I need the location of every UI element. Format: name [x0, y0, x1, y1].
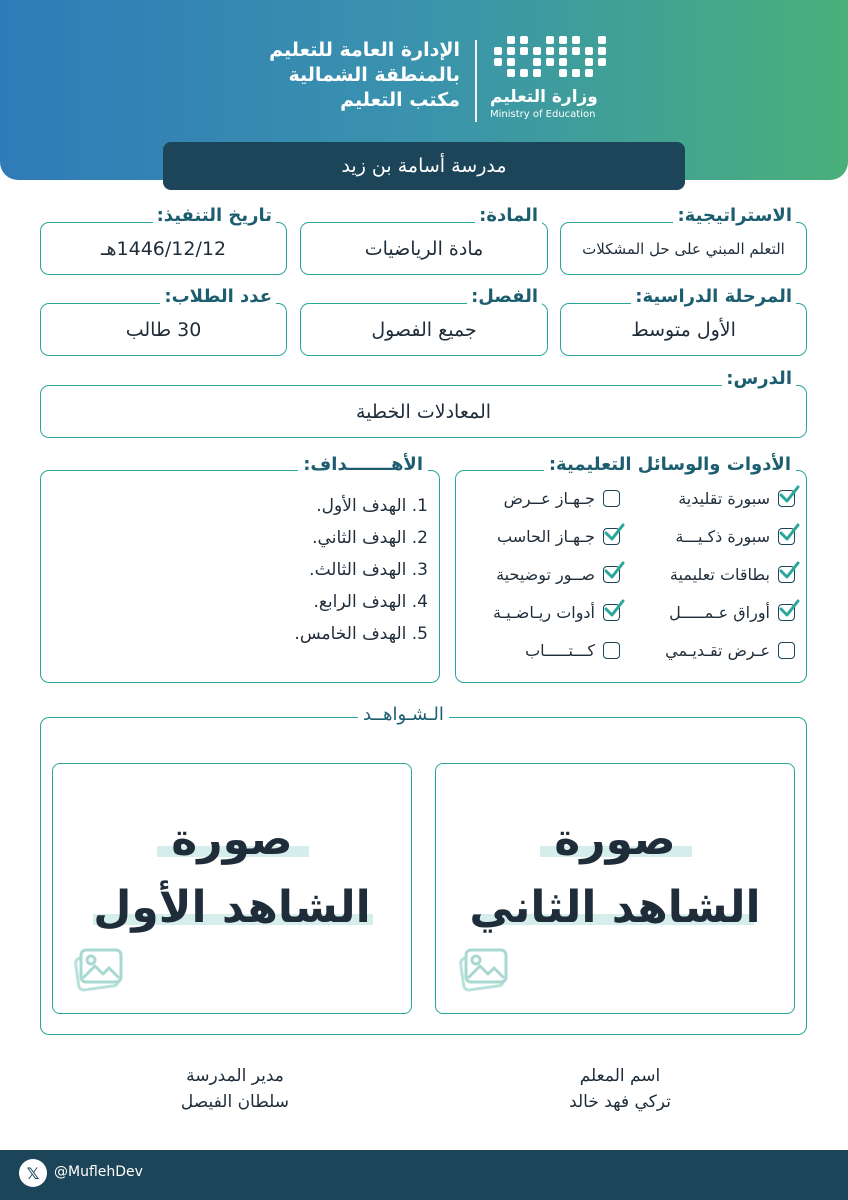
subject-value: مادة الرياضيات: [364, 237, 484, 260]
dept-line-2: بالمنطقة الشمالية: [288, 64, 460, 86]
strategy-field: [560, 222, 807, 275]
tool-label: أوراق عـمـــــل: [669, 603, 770, 622]
ministry-name-en: Ministry of Education: [490, 109, 596, 120]
tool-item[interactable]: [525, 641, 620, 660]
goal-item-2: 2. الهدف الثاني.: [312, 528, 428, 548]
evidence-card-first: [52, 763, 412, 1014]
ministry-name-ar: وزارة التعليم: [490, 87, 598, 107]
class-field: [300, 303, 548, 356]
checkbox-icon[interactable]: [603, 490, 620, 507]
department-name: [269, 38, 460, 113]
lesson-label: الدرس:: [722, 368, 796, 389]
principal-name: سلطان الفيصل: [180, 1092, 290, 1112]
principal-signature: [155, 1066, 315, 1112]
checkbox-icon[interactable]: [778, 642, 795, 659]
x-logo-icon[interactable]: 𝕏: [19, 1159, 47, 1187]
stage-field: [560, 303, 807, 356]
checked-checkbox-icon[interactable]: [778, 604, 795, 621]
school-name: مدرسة أسامة بن زيد: [341, 155, 507, 177]
school-name-bar: [163, 142, 685, 190]
goal-item-1: 1. الهدف الأول.: [316, 496, 428, 516]
tool-label: صــور توضيحية: [496, 565, 595, 584]
checked-checkbox-icon[interactable]: [603, 604, 620, 621]
stage-label: المرحلة الدراسية:: [631, 286, 796, 307]
tool-item[interactable]: [493, 603, 620, 622]
teacher-name: تركي فهد خالد: [569, 1092, 671, 1112]
students-label: عدد الطلاب:: [160, 286, 276, 307]
stage-value: الأول متوسط: [631, 318, 736, 341]
image-placeholder-icon: [69, 946, 127, 994]
checked-checkbox-icon[interactable]: [603, 528, 620, 545]
tools-label: الأدوات والوسائل التعليمية:: [544, 454, 796, 475]
page-footer: [0, 1150, 848, 1200]
tool-item[interactable]: [675, 527, 795, 546]
evidence-first-line2: الشاهد الأول: [93, 882, 371, 933]
image-placeholder-icon: [454, 946, 512, 994]
lesson-value: المعادلات الخطية: [355, 400, 492, 423]
ministry-dots-icon: [494, 36, 610, 77]
goals-list: [60, 496, 428, 666]
tool-label: كـــتـــــاب: [525, 641, 595, 660]
checkbox-icon[interactable]: [603, 642, 620, 659]
evidence-first-line1: صورة: [171, 814, 293, 865]
date-field: [40, 222, 287, 275]
checked-checkbox-icon[interactable]: [778, 566, 795, 583]
students-value: 30 طالب: [125, 318, 202, 341]
ministry-logo: [490, 36, 610, 126]
goal-item-5: 5. الهدف الخامس.: [294, 624, 428, 644]
goals-label: الأهـــــــداف:: [298, 454, 428, 475]
tool-label: سبورة ذكـيـــة: [675, 527, 770, 546]
strategy-label: الاستراتيجية:: [673, 205, 796, 226]
subject-label: المادة:: [475, 205, 542, 226]
tool-item[interactable]: [669, 603, 795, 622]
tool-label: عـرض تقـديـمي: [665, 641, 770, 660]
tool-item[interactable]: [665, 641, 795, 660]
tool-label: جـهـاز الحاسب: [497, 527, 595, 546]
tool-label: أدوات ريـاضـيـة: [493, 603, 595, 622]
tool-item[interactable]: [504, 489, 620, 508]
class-value: جميع الفصول: [371, 318, 477, 341]
students-field: [40, 303, 287, 356]
tool-label: سبورة تقليدية: [678, 489, 770, 508]
tool-item[interactable]: [497, 527, 620, 546]
date-value: 1446/12/12هـ: [100, 237, 227, 260]
tool-item[interactable]: [670, 565, 795, 584]
tool-label: جـهـاز عــرض: [503, 489, 595, 508]
tool-item[interactable]: [678, 489, 795, 508]
checked-checkbox-icon[interactable]: [778, 490, 795, 507]
dept-line-1: الإدارة العامة للتعليم: [269, 39, 460, 61]
author-handle[interactable]: @MuflehDev: [54, 1164, 143, 1180]
principal-title: مدير المدرسة: [186, 1066, 284, 1086]
tool-label: بطاقات تعليمية: [669, 565, 770, 584]
subject-field: [300, 222, 548, 275]
teacher-signature: [540, 1066, 700, 1112]
class-label: الفصل:: [467, 286, 542, 307]
strategy-value: التعلم المبني على حل المشكلات: [582, 239, 785, 258]
checked-checkbox-icon[interactable]: [778, 528, 795, 545]
checked-checkbox-icon[interactable]: [603, 566, 620, 583]
evidence-second-line2: الشاهد الثاني: [469, 882, 761, 933]
evidence-card-second: [435, 763, 795, 1014]
lesson-field: [40, 385, 807, 438]
evidence-second-line1: صورة: [554, 814, 676, 865]
tool-item[interactable]: [496, 565, 620, 584]
header-divider: [475, 40, 477, 122]
dept-line-3: مكتب التعليم: [340, 89, 460, 111]
date-label: تاريخ التنفيذ:: [153, 205, 276, 226]
teacher-title: اسم المعلم: [579, 1066, 661, 1086]
goal-item-4: 4. الهدف الرابع.: [313, 592, 428, 612]
goal-item-3: 3. الهدف الثالث.: [309, 560, 428, 580]
evidence-label: الـشـواهــد: [358, 704, 449, 725]
